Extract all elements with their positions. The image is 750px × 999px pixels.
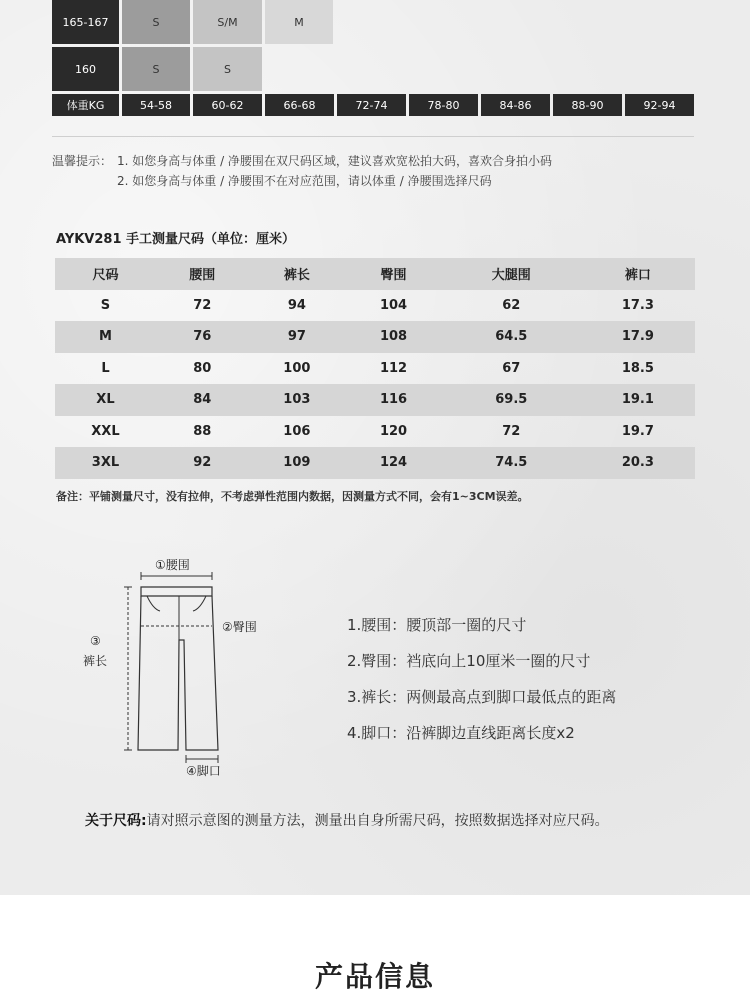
weight-cell: 72-74: [337, 94, 406, 116]
size-cell: S/M: [193, 0, 262, 44]
cell: L: [101, 360, 110, 376]
legend-item-length: 3.裤长：两侧最高点到脚口最低点的距离: [347, 688, 617, 706]
header-hip: 臀围: [380, 268, 407, 284]
diagram-hem-label: ④脚口: [186, 764, 221, 778]
weight-cell: 92-94: [625, 94, 694, 116]
about-size-body: 请对照示意图的测量方法，测量出自身所需尺码，按照数据选择对应尺码。: [146, 813, 609, 829]
about-size-label: 关于尺码:: [85, 813, 147, 829]
diagram-length-label: 裤长: [83, 654, 108, 668]
size-cell: S: [193, 47, 262, 91]
weight-cell: 84-86: [481, 94, 550, 116]
header-waist: 腰围: [189, 268, 216, 284]
tip-line-2: 2. 如您身高与体重 / 净腰围不在对应范围，请以体重 / 净腰围选择尺码: [117, 174, 492, 188]
product-info-title: 产品信息: [314, 960, 435, 993]
cell: 124: [379, 455, 408, 471]
cell: 112: [379, 360, 408, 376]
cell: 64.5: [495, 329, 528, 345]
weight-label: 体重KG: [52, 94, 119, 116]
diagram-length-number: ③: [90, 634, 101, 648]
cell: 18.5: [621, 360, 654, 376]
tip-line-1: 1. 如您身高与体重 / 净腰围在双尺码区域，建议喜欢宽松拍大码，喜欢合身拍小码: [117, 154, 552, 168]
header-length: 裤长: [283, 268, 310, 284]
header-hem: 裤口: [624, 268, 651, 284]
cell: 108: [379, 329, 408, 345]
weight-cell: 60-62: [193, 94, 262, 116]
cell: 94: [287, 297, 306, 313]
table-title: AYKV281 手工测量尺码（单位：厘米）: [56, 232, 296, 247]
cell: M: [98, 329, 112, 345]
cell: 97: [287, 329, 306, 345]
height-label: 165-167: [52, 0, 119, 44]
pants-diagram: [100, 565, 250, 765]
divider: [52, 136, 694, 137]
cell: XXL: [91, 423, 120, 439]
cell: 19.1: [621, 392, 654, 408]
cell: 88: [193, 423, 212, 439]
legend-item-hem: 4.脚口：沿裤脚边直线距离长度x2: [347, 724, 575, 742]
cell: 104: [379, 297, 408, 313]
cell: 109: [283, 455, 311, 471]
table-row: [55, 416, 695, 448]
header-size: 尺码: [92, 268, 119, 284]
cell: 120: [379, 423, 408, 439]
diagram-waist-label: ①腰围: [155, 558, 190, 572]
cell: 84: [193, 392, 212, 408]
cell: XL: [96, 392, 115, 408]
weight-cell: 88-90: [553, 94, 622, 116]
weight-cell: 66-68: [265, 94, 334, 116]
cell: 17.9: [621, 329, 654, 345]
table-note: 备注：平铺测量尺寸，没有拉伸，不考虑弹性范围内数据，因测量方式不同，会有1~3CM误差。: [56, 490, 529, 503]
cell: 76: [193, 329, 212, 345]
cell: 17.3: [621, 297, 654, 313]
size-cell: S: [122, 47, 190, 91]
cell: 72: [502, 423, 521, 439]
tip-prefix: 温馨提示：: [52, 154, 113, 168]
cell: 19.7: [621, 423, 654, 439]
weight-cell: 78-80: [409, 94, 478, 116]
cell: 3XL: [91, 455, 120, 471]
legend-item-waist: 1.腰围：腰顶部一圈的尺寸: [347, 616, 527, 634]
cell: 69.5: [495, 392, 528, 408]
cell: 62: [502, 297, 521, 313]
cell: S: [100, 297, 111, 313]
height-label: 160: [52, 47, 119, 91]
cell: 20.3: [621, 455, 654, 471]
header-thigh: 大腿围: [491, 268, 531, 284]
size-cell: M: [265, 0, 333, 44]
table-row: [55, 353, 695, 385]
cell: 80: [193, 360, 212, 376]
measurement-table: [55, 258, 695, 479]
cell: 100: [283, 360, 311, 376]
weight-cell: 54-58: [122, 94, 190, 116]
table-header-row: [55, 258, 695, 290]
about-size-text: [85, 806, 675, 836]
table-row: [55, 290, 695, 322]
table-row: [55, 447, 695, 479]
cell: 92: [193, 455, 212, 471]
size-cell: S: [122, 0, 190, 44]
diagram-hip-label: ②臀围: [222, 620, 257, 634]
cell: 116: [379, 392, 408, 408]
table-row: [55, 384, 695, 416]
cell: 72: [193, 297, 212, 313]
legend-item-hip: 2.臀围：裆底向上10厘米一圈的尺寸: [347, 652, 591, 670]
cell: 106: [283, 423, 311, 439]
cell: 74.5: [495, 455, 528, 471]
cell: 103: [283, 392, 311, 408]
table-row: [55, 321, 695, 353]
cell: 67: [502, 360, 521, 376]
